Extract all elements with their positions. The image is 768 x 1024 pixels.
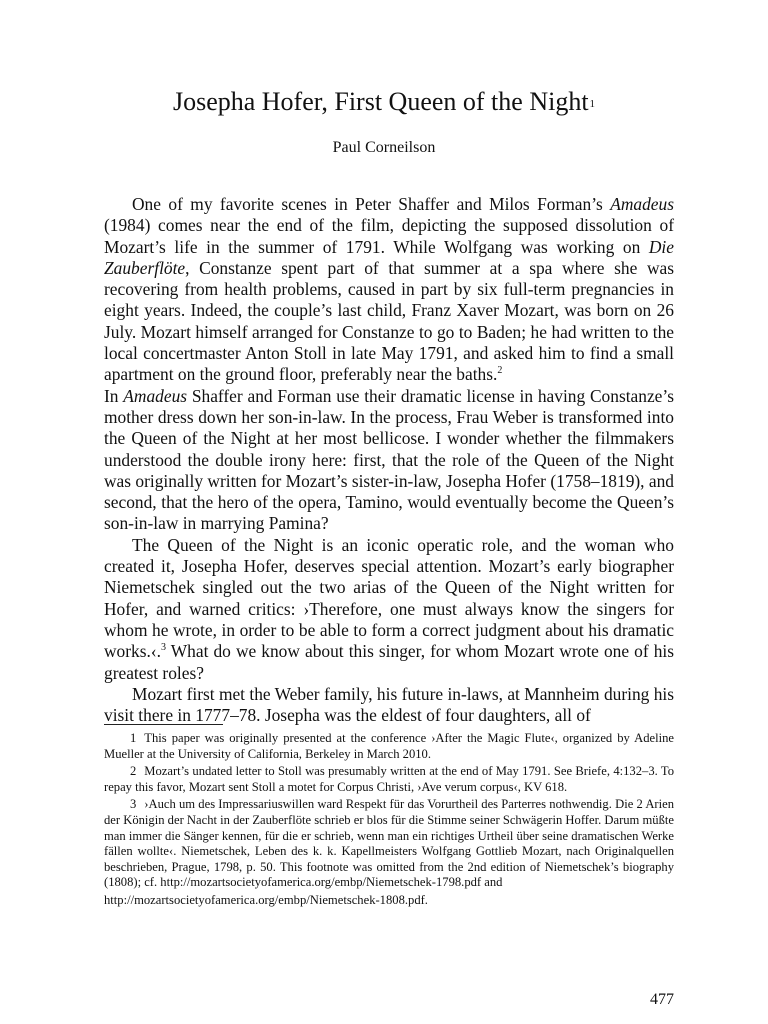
footnote-number: 3 (130, 797, 137, 812)
footnote-text: Mozart’s undated letter to Stoll was presumably written at the end of May 1791. See Briefe, 4:132–3. To repay this favor, Mozart sent Stoll a motet for Corpus Christi, ›Ave verum corpus‹, KV 618. (104, 764, 674, 794)
p2-text-b: What do we know about this singer, for whom Mozart wrote one of his greatest roles? (104, 641, 674, 683)
p2-text-a: The Queen of the Night is an iconic operatic role, and the woman who created it, Josepha Hofer, deserves special attention. Mozart’s early biographer Niemetschek singled out the two arias of the Queen of the Night written for Hofer, and warned critics: ›Therefore, one must always know the singers for whom he wrote, in order to be able to form a correct judgment about his dramatic works.‹. (104, 534, 674, 662)
page-number: 477 (650, 991, 674, 1008)
p1-text-c: (1984) comes near the end of the film, depicting the supposed dissolution of Mozart’s life in the summer of 1791. While Wolfgang was working on (104, 215, 674, 257)
footnote-ref-1: 1 (589, 98, 596, 110)
footnotes (104, 731, 674, 909)
paragraph-3: Mozart first met the Weber family, his future in-laws, at Mannheim during his visit there in 1777–78. Josepha was the eldest of four daughters, all of (104, 683, 674, 726)
p1-text-g: Shaffer and Forman use their dramatic license in having Constanze’s mother dress down her son-in-law. In the process, Frau Weber is transformed into the Queen of the Night at her most bellicose. I wonder whether the filmmakers understood the double irony here: first, that the role of the Queen of the Night was originally written for Mozart’s sister-in-law, Josepha Hofer (1758–1819), and second, that the hero of the opera, Tamino, would eventually become the Queen’s son-in-law in marrying Pamina? (104, 385, 674, 534)
paper-title (0, 86, 768, 118)
footnote-ref-3: 3 (161, 642, 166, 654)
footnote-text: ›Auch um des Impressariuswillen ward Respekt für das Vorurtheil des Parterres nothwendig. Die 2 Arien der Königin der Nacht in der Zauberflöte schrieb er blos für die Stimme seiner Schwägerin Hoffer. Darum müßte man immer die Sänger kennen, für die er schrieb, wenn man ein richtiges Urtheil über seine dramatischen Werke fällen wollte‹. Niemetschek, Leben des k. k. Kapellmeisters Wolfgang Gottlieb Mozart, nach Originalquellen beschrieben, Prague, 1798, p. 50. This footnote was omitted from the 2nd edition of Niemetschek’s biography (1808); cf. http://mozartsocietyofamerica.org/embp/Niemetschek-1798.pdf and (104, 797, 674, 890)
footnote-separator (104, 724, 223, 725)
footnote-2 (104, 764, 674, 795)
p1-film-title-2: Amadeus (123, 385, 188, 406)
author-name: Paul Corneilson (332, 139, 436, 156)
footnote-text: This paper was originally presented at the conference ›After the Magic Flute‹, organized by Adeline Mueller at the University of California, Berkeley in March 2010. (104, 731, 674, 761)
footnote-1 (104, 731, 674, 762)
p1-text-e: , Constanze spent part of that summer at a spa where she was recovering from health problems, caused in part by six full-term pregnancies in eight years. Indeed, the couple’s last child, Franz Xaver Mozart, was born on 26 July. Mozart himself arranged for Constanze to go to Baden; he had written to the local concertmaster Anton Stoll in late May 1791, and asked him to find a small apartment on the ground floor, preferably near the baths. (104, 257, 674, 385)
paragraph-1: One of my favorite scenes in Peter Shaffer and Milos Forman’s Amadeus (1984) comes near the end of the film, depicting the supposed dissolution of Mozart’s life in the summer of 1791. While Wolfgang was working on Die Zauberflöte, Constanze spent part of that summer at a spa where she was recovering from health problems, caused in part by six full-term pregnancies in eight years. Indeed, the couple’s last child, Franz Xaver Mozart, was born on 26 July. Mozart himself arranged for Constanze to go to Baden; he had written to the local concertmaster Anton Stoll in late May 1791, and asked him to find a small apartment on the ground floor, preferably near the baths.$^2$ In Amadeus Shaffer and Forman use their dramatic license in having Constanze’s mother dress down her son-in-law. In the process, Frau Weber is transformed into the Queen of the Night at her most bellicose. I wonder whether the filmmakers understood the double irony here: first, that the role of the Queen of the Night was originally written for Mozart’s sister-in-law, Josepha Hofer (1758–1819), and second, that the hero of the opera, Tamino, would eventually become the Queen’s son-in-law in marrying Pamina? (104, 194, 674, 534)
footnote-ref-2: 2 (497, 365, 503, 377)
paper-title-text: Josepha Hofer, First Queen of the Night (172, 87, 589, 116)
body-text (104, 194, 674, 726)
paragraph-2 (104, 535, 674, 684)
footnote-number: 1 (130, 731, 137, 745)
footnote-3-url: http://mozartsocietyofamerica.org/embp/Niemetschek-1808.pdf. (104, 892, 428, 907)
p1-film-title: Amadeus (610, 194, 674, 214)
p1-opera-title: Die Zauberflöte (104, 236, 674, 278)
p1-text-a: One of my favorite scenes in Peter Shaffer and Milos Forman’s (132, 194, 611, 214)
footnote-3 (104, 797, 674, 891)
footnote-number: 2 (130, 764, 137, 779)
